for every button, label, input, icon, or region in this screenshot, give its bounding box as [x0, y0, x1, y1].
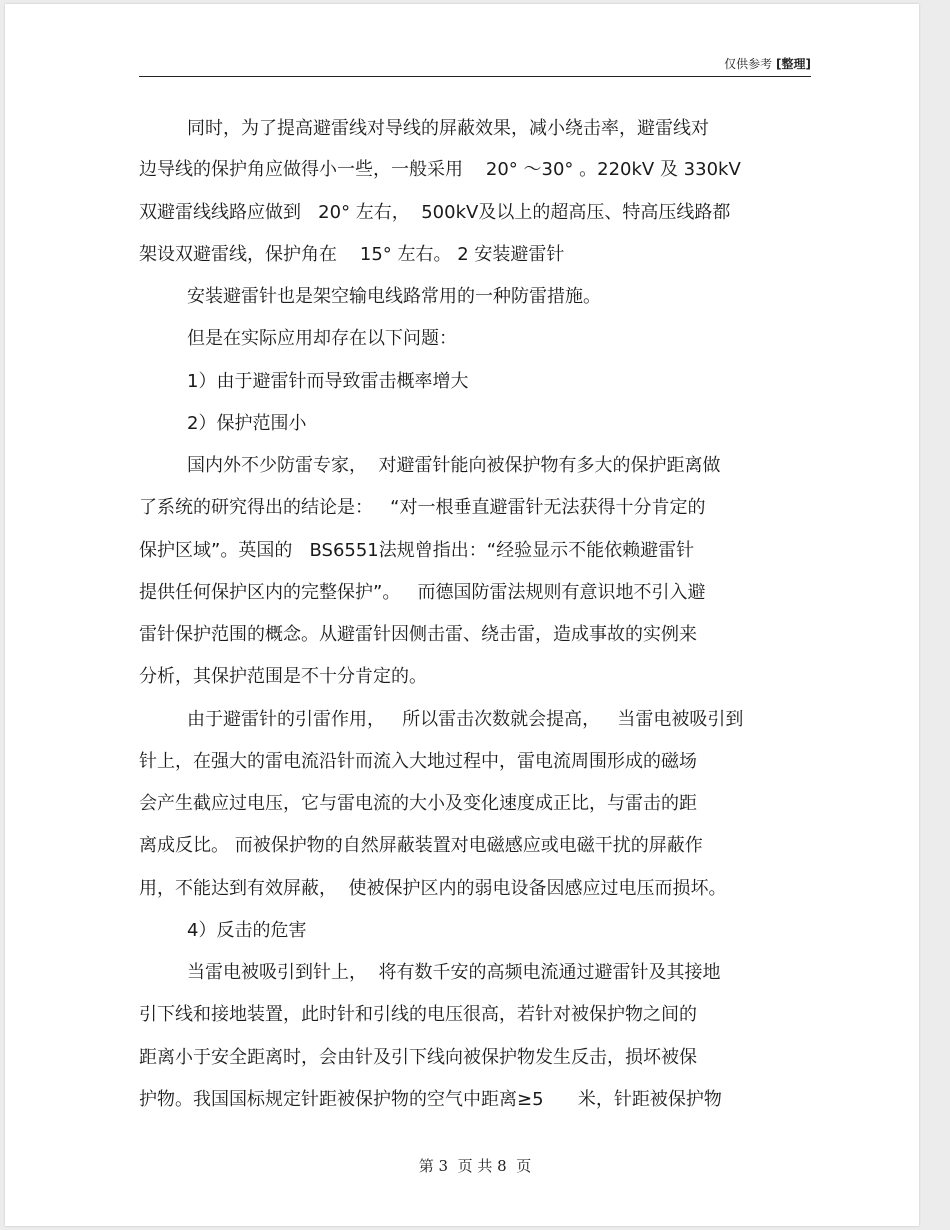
- body-line-5: 安装避雷针也是架空输电线路常用的一种防雷措施。: [187, 286, 601, 307]
- body-line-18: 离成反比。 而被保护物的自然屏蔽装置对电磁感应或电磁干扰的屏蔽作: [139, 835, 703, 856]
- body-line-13: 雷针保护范围的概念。从避雷针因侧击雷、绕击雷，造成事故的实例来: [139, 624, 697, 645]
- body-line-10: 了系统的研究得出的结论是： “对一根垂直避雷针无法获得十分肯定的: [139, 497, 706, 518]
- body-line-4: 架设双避雷线，保护角在 15° 左右。 2 安装避雷针: [139, 244, 565, 265]
- header-rule: [139, 76, 811, 77]
- header-tag: [整理]: [776, 57, 811, 71]
- body-line-17: 会产生截应过电压，它与雷电流的大小及变化速度成正比，与雷击的距: [139, 793, 697, 814]
- header-text: 仅供参考: [724, 57, 773, 71]
- page-header: [139, 55, 811, 73]
- body-line-14: 分析，其保护范围是不十分肯定的。: [139, 666, 427, 687]
- body-line-1: 同时，为了提高避雷线对导线的屏蔽效果，减小绕击率，避雷线对: [187, 118, 709, 139]
- body-line-11: 保护区域”。英国的 BS6551法规曾指出：“经验显示不能依赖避雷针: [139, 540, 695, 561]
- document-page: [5, 4, 919, 1226]
- body-line-6: 但是在实际应用却存在以下问题：: [187, 328, 457, 349]
- body-line-7: 1）由于避雷针而导致雷击概率增大: [187, 371, 469, 392]
- body-line-22: 引下线和接地装置，此时针和引线的电压很高，若针对被保护物之间的: [139, 1004, 697, 1025]
- body-line-21: 当雷电被吸引到针上， 将有数千安的高频电流通过避雷针及其接地: [187, 962, 721, 983]
- body-line-19: 用，不能达到有效屏蔽， 使被保护区内的弱电设备因感应过电压而损坏。: [139, 878, 727, 899]
- body-line-24: 护物。我国国标规定针距被保护物的空气中距离≥5 米，针距被保护物: [139, 1089, 722, 1110]
- body-line-20: 4）反击的危害: [187, 920, 307, 941]
- body-line-3: 双避雷线线路应做到 20° 左右， 500kV及以上的超高压、特高压线路都: [139, 202, 731, 223]
- body-line-12: 提供任何保护区内的完整保护”。 而德国防雷法规则有意识地不引入避: [139, 582, 706, 603]
- body-line-9: 国内外不少防雷专家， 对避雷针能向被保护物有多大的保护距离做: [187, 455, 721, 476]
- body-line-8: 2）保护范围小: [187, 413, 307, 434]
- body-line-2: 边导线的保护角应做得小一些，一般采用 20° ～30° 。220kV 及 330kV: [139, 159, 741, 180]
- body-line-23: 距离小于安全距离时，会由针及引下线向被保护物发生反击，损坏被保: [139, 1047, 697, 1068]
- body-line-16: 针上，在强大的雷电流沿针而流入大地过程中，雷电流周围形成的磁场: [139, 751, 697, 772]
- page-footer: 第 3 页 共 8 页: [418, 1157, 532, 1175]
- body-line-15: 由于避雷针的引雷作用， 所以雷击次数就会提高， 当雷电被吸引到: [187, 709, 744, 730]
